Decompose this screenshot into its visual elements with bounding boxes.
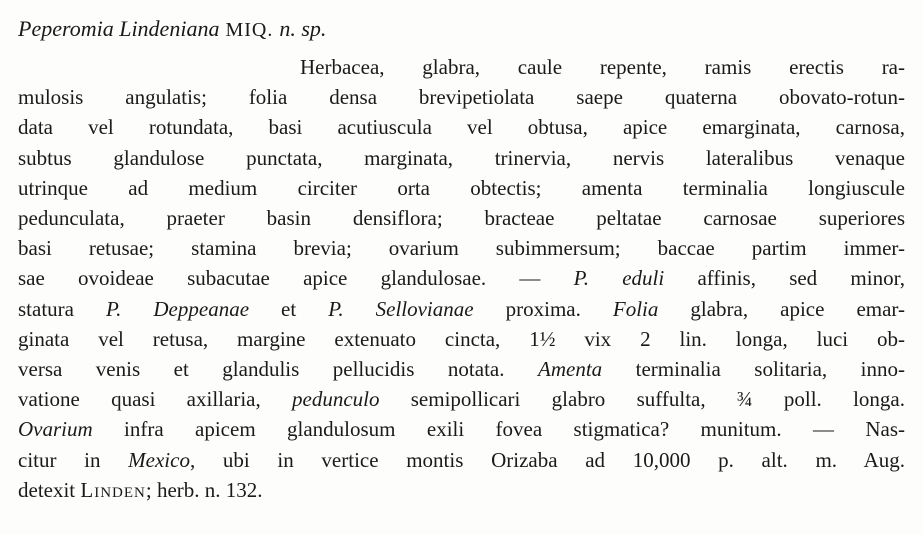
text-line [18, 324, 905, 354]
text-segment: P. Sellovianae [328, 296, 474, 321]
text-segment: P. eduli [573, 266, 665, 291]
text-segment: vatione quasi axillaria, [18, 387, 292, 412]
text-segment: data vel rotundata, basi acutiuscula vel obtusa, apice emarginata, carnosa, [18, 115, 905, 140]
text-segment: basi retusae; stamina brevia; ovarium subimmersum; baccae partim immer- [18, 236, 905, 261]
text-segment: terminalia solitaria, inno- [602, 357, 906, 381]
text-line [18, 475, 263, 505]
novelty-status: n. sp. [279, 16, 327, 41]
text-line [18, 233, 905, 263]
text-segment: pedunculo [292, 387, 380, 412]
text-segment: Herbacea, glabra, caule repente, ramis erectis ra- [300, 55, 905, 79]
text-segment: detexit [18, 477, 81, 502]
text-segment: subtus glandulose punctata, marginata, trinervia, nervis lateralibus venaque [18, 145, 905, 170]
text-segment: glabra, apice emar- [658, 296, 905, 321]
text-segment: Amenta [538, 357, 603, 381]
text-segment: P. Deppeanae [106, 296, 250, 321]
text-line [18, 263, 905, 293]
text-segment: utrinque ad medium circiter orta obtectis; amenta terminalia longiuscule [18, 175, 905, 200]
species-name: Peperomia Lindeniana [18, 16, 220, 41]
text-segment: Folia [612, 296, 659, 321]
text-segment: semipollicari glabro suffulta, ¾ poll. longa. [379, 387, 905, 412]
text-segment: , ubi in vertice montis Orizaba ad 10,000 p. alt. m. Aug. [189, 447, 905, 472]
text-segment: statura [18, 296, 106, 321]
text-line [18, 354, 905, 384]
text-segment: infra apicem glandulosum exili fovea stigmatica? munitum. — Nas- [92, 417, 905, 442]
text-segment: Linden [80, 477, 146, 502]
text-segment: Ovarium [18, 417, 93, 442]
text-line [18, 112, 905, 142]
text-segment: pedunculata, praeter basin densiflora; bracteae peltatae carnosae superiores [18, 206, 905, 230]
text-line [300, 52, 905, 82]
text-segment: sae ovoideae subacutae apice glandulosae. — [18, 266, 574, 291]
text-line [18, 294, 905, 324]
text-segment: affinis, sed minor, [664, 266, 905, 291]
text-line [18, 445, 905, 475]
text-line [18, 384, 905, 414]
text-segment: citur in [18, 447, 129, 472]
author-abbreviation: MIQ. [225, 19, 274, 41]
text-line [18, 173, 905, 203]
text-line [18, 203, 905, 233]
text-line [18, 414, 905, 444]
text-line [18, 82, 905, 112]
text-segment: versa venis et glandulis pellucidis notata. [18, 357, 538, 381]
text-segment: proxima. [473, 296, 613, 321]
text-segment: et [249, 296, 329, 321]
text-segment: mulosis angulatis; folia densa brevipetiolata saepe quaterna obovato-rotun- [18, 85, 905, 110]
text-segment: Mexico [128, 447, 190, 472]
text-segment: ginata vel retusa, margine extenuato cincta, 1½ vix 2 lin. longa, luci ob- [18, 326, 905, 351]
text-line [18, 143, 905, 173]
species-heading [18, 14, 326, 45]
text-segment: ; herb. n. 132. [145, 477, 263, 502]
